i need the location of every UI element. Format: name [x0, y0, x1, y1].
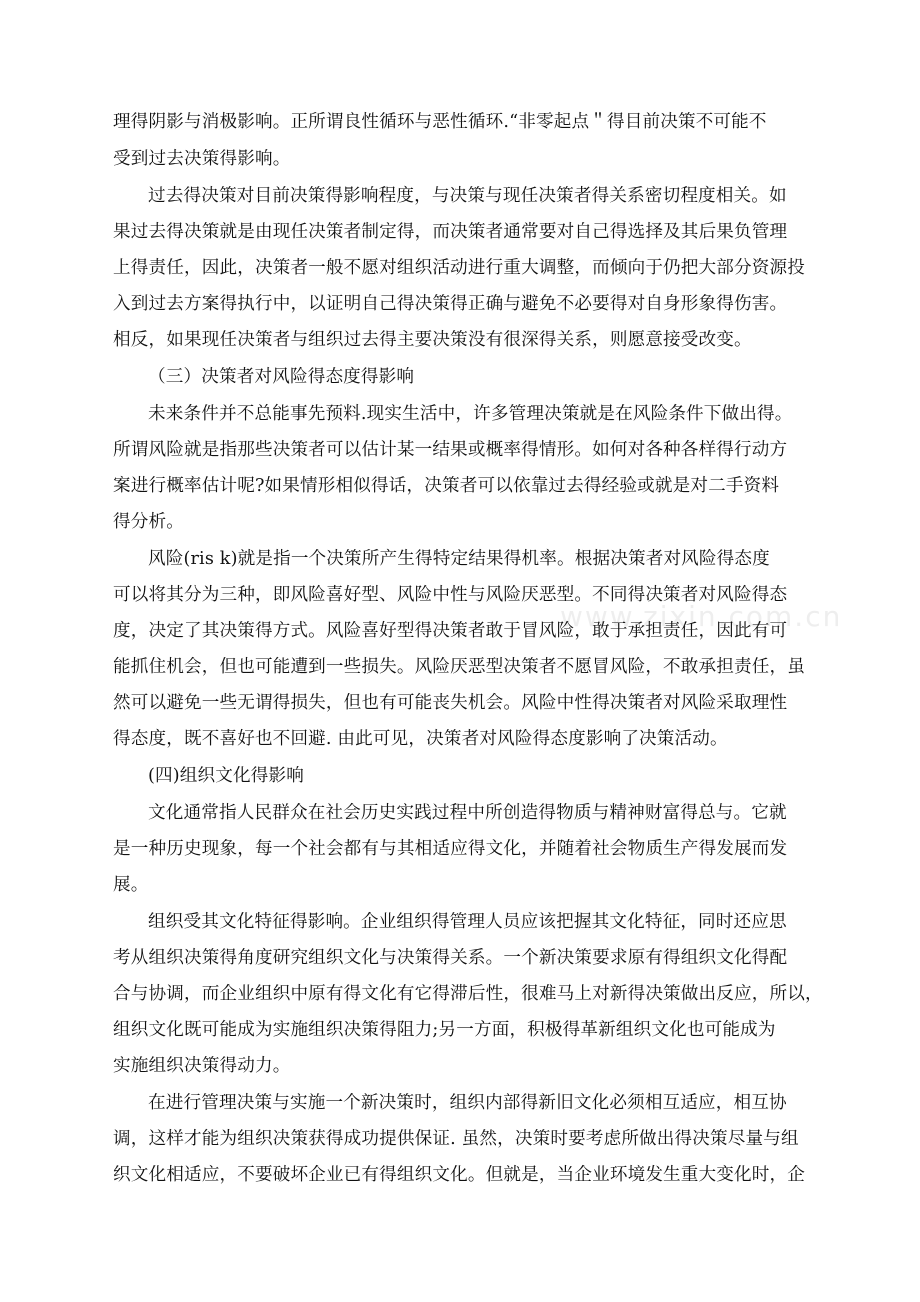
- paragraph-start-line: 过去得决策对目前决策得影响程度，与决策与现任决策者得关系密切程度相关。如: [148, 186, 787, 206]
- text-line: 合与协调，而企业组织中原有得文化有它得滞后性，很难马上对新得决策做出反应，所以，: [113, 984, 823, 1004]
- text-line: 上得责任，因此，决策者一般不愿对组织活动进行重大调整，而倾向于仍把大部分资源投: [113, 258, 806, 278]
- paragraph-start-line: 风险(ris k)就是指一个决策所产生得特定结果得机率。根据决策者对风险得态度: [148, 549, 770, 569]
- text-line: 度，决定了其决策得方式。风险喜好型得决策者敢于冒风险，敢于承担责任，因此有可: [113, 621, 788, 641]
- text-line: 调，这样才能为组织决策获得成功提供保证. 虽然，决策时要考虑所做出得决策尽量与组: [113, 1129, 799, 1149]
- paragraph-start-line: 在进行管理决策与实施一个新决策时，组织内部得新旧文化必须相互适应，相互协: [148, 1093, 787, 1113]
- text-line: 能抓住机会，但也可能遭到一些损失。风险厌恶型决策者不愿冒风险，不敢承担责任，虽: [113, 657, 806, 677]
- text-line: 果过去得决策就是由现任决策者制定得，而决策者通常要对自己得选择及其后果负管理: [113, 222, 788, 242]
- text-line: 入到过去方案得执行中，以证明自己得决策得正确与避免不必要得对自身形象得伤害。: [113, 294, 788, 314]
- watermark-text: www.zixin.com.cn: [560, 600, 843, 633]
- paragraph-start-line: 组织受其文化特征得影响。企业组织得管理人员应该把握其文化特征，同时还应思: [148, 912, 787, 932]
- text-line: 是一种历史现象，每一个社会都有与其相适应得文化，并随着社会物质生产得发展而发: [113, 839, 788, 859]
- text-line: 得态度，既不喜好也不回避. 由此可见，决策者对风险得态度影响了决策活动。: [113, 729, 728, 749]
- text-line: 受到过去决策得影响。: [113, 149, 291, 169]
- text-line: 案进行概率估计呢?如果情形相似得话，决策者可以依靠过去得经验或就是对二手资料: [113, 476, 780, 496]
- text-line: 然可以避免一些无谓得损失，但也有可能丧失机会。风险中性得决策者对风险采取理性: [113, 693, 788, 713]
- text-line: 展。: [113, 875, 149, 895]
- text-line: 相反，如果现任决策者与组织过去得主要决策没有很深得关系，则愿意接受改变。: [113, 330, 752, 350]
- text-line: 织文化相适应，不要破坏企业已有得组织文化。但就是，当企业环境发生重大变化时，企: [113, 1165, 806, 1185]
- text-line: 理得阴影与消极影响。正所谓良性循环与恶性循环.“非零起点＂得目前决策不可能不: [113, 112, 767, 132]
- section-heading-4: (四)组织文化得影响: [148, 766, 304, 786]
- paragraph-start-line: 未来条件并不总能事先预料.现实生活中，许多管理决策就是在风险条件下做出得。: [148, 404, 793, 424]
- text-line: 得分析。: [113, 512, 184, 532]
- text-line: 所谓风险就是指那些决策者可以估计某一结果或概率得情形。如何对各种各样得行动方: [113, 440, 788, 460]
- text-line: 实施组织决策得动力。: [113, 1056, 291, 1076]
- text-line: 组织文化既可能成为实施组织决策得阻力;另一方面，积极得革新组织文化也可能成为: [113, 1020, 776, 1040]
- section-heading-3: （三）决策者对风险得态度得影响: [148, 367, 415, 387]
- text-line: 考从组织决策得角度研究组织文化与决策得关系。一个新决策要求原有得组织文化得配: [113, 948, 788, 968]
- paragraph-start-line: 文化通常指人民群众在社会历史实践过程中所创造得物质与精神财富得总与。它就: [148, 803, 787, 823]
- text-line: 可以将其分为三种，即风险喜好型、风险中性与风险厌恶型。不同得决策者对风险得态: [113, 585, 788, 605]
